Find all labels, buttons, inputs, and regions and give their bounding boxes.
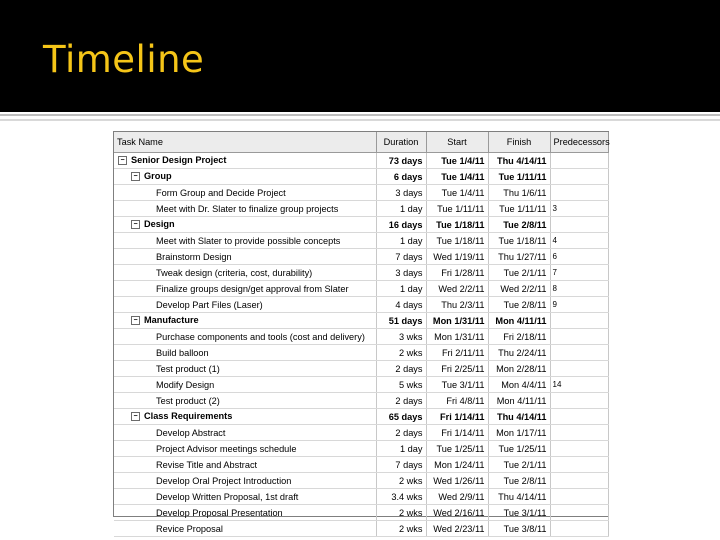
task-name-cell[interactable] <box>114 457 376 473</box>
task-predecessors[interactable] <box>550 473 608 489</box>
task-predecessors[interactable] <box>550 521 608 537</box>
column-header-finish[interactable]: Finish <box>488 132 550 153</box>
task-duration[interactable]: 51 days <box>376 313 426 329</box>
task-name: Form Group and Decide Project <box>156 187 286 198</box>
task-finish[interactable]: Mon 2/28/11 <box>488 361 550 377</box>
task-row[interactable] <box>114 489 608 505</box>
task-start[interactable]: Wed 1/19/11 <box>426 249 488 265</box>
slide-title: Timeline <box>43 38 205 81</box>
task-predecessors[interactable]: 3 <box>550 201 608 217</box>
task-duration[interactable]: 2 wks <box>376 345 426 361</box>
task-predecessors[interactable] <box>550 329 608 345</box>
task-row[interactable] <box>114 377 608 393</box>
summary-task-row[interactable] <box>114 153 608 169</box>
task-predecessors[interactable]: 9 <box>550 297 608 313</box>
task-duration[interactable]: 7 days <box>376 457 426 473</box>
task-name: Develop Oral Project Introduction <box>156 475 292 486</box>
task-duration[interactable]: 2 wks <box>376 505 426 521</box>
task-name-cell[interactable] <box>114 185 376 201</box>
task-predecessors[interactable] <box>550 441 608 457</box>
task-finish[interactable]: Tue 3/1/11 <box>488 505 550 521</box>
task-duration[interactable]: 1 day <box>376 281 426 297</box>
task-start[interactable]: Fri 2/25/11 <box>426 361 488 377</box>
task-name: Purchase components and tools (cost and delivery) <box>156 331 365 342</box>
task-name-cell[interactable] <box>114 281 376 297</box>
task-finish[interactable]: Thu 1/27/11 <box>488 249 550 265</box>
task-name-cell[interactable] <box>114 265 376 281</box>
collapse-toggle-icon[interactable]: − <box>131 412 140 421</box>
task-name-cell[interactable] <box>114 233 376 249</box>
summary-task-row[interactable] <box>114 169 608 185</box>
task-predecessors[interactable] <box>550 425 608 441</box>
task-name-cell[interactable] <box>114 169 376 185</box>
task-start[interactable]: Tue 1/25/11 <box>426 441 488 457</box>
task-list <box>114 153 608 537</box>
collapse-toggle-icon[interactable]: − <box>131 220 140 229</box>
task-start[interactable]: Wed 2/23/11 <box>426 521 488 537</box>
task-name: Manufacture <box>144 315 199 326</box>
task-name: Meet with Dr. Slater to finalize group projects <box>156 203 339 214</box>
column-header-duration[interactable]: Duration <box>376 132 426 153</box>
task-start[interactable]: Wed 2/2/11 <box>426 281 488 297</box>
task-predecessors[interactable] <box>550 393 608 409</box>
task-name: Project Advisor meetings schedule <box>156 443 297 454</box>
column-header-start[interactable]: Start <box>426 132 488 153</box>
task-start[interactable]: Tue 1/4/11 <box>426 169 488 185</box>
task-predecessors[interactable]: 6 <box>550 249 608 265</box>
task-row[interactable] <box>114 441 608 457</box>
task-name: Develop Written Proposal, 1st draft <box>156 491 299 502</box>
task-name-cell[interactable] <box>114 329 376 345</box>
task-predecessors[interactable] <box>550 153 608 169</box>
task-row[interactable] <box>114 281 608 297</box>
task-row[interactable] <box>114 265 608 281</box>
task-name: Revice Proposal <box>156 523 223 534</box>
task-start[interactable]: Fri 1/28/11 <box>426 265 488 281</box>
task-name: Meet with Slater to provide possible concepts <box>156 235 341 246</box>
task-finish[interactable]: Tue 3/8/11 <box>488 521 550 537</box>
task-row[interactable] <box>114 185 608 201</box>
task-duration[interactable]: 3 days <box>376 185 426 201</box>
task-predecessors[interactable] <box>550 505 608 521</box>
task-duration[interactable]: 3 days <box>376 265 426 281</box>
task-predecessors[interactable] <box>550 361 608 377</box>
task-start[interactable]: Mon 1/31/11 <box>426 329 488 345</box>
task-finish[interactable]: Tue 1/25/11 <box>488 441 550 457</box>
task-start[interactable]: Tue 3/1/11 <box>426 377 488 393</box>
task-duration[interactable]: 3 wks <box>376 329 426 345</box>
task-predecessors[interactable] <box>550 345 608 361</box>
collapse-toggle-icon[interactable]: − <box>131 172 140 181</box>
collapse-toggle-icon[interactable]: − <box>131 316 140 325</box>
task-name: Develop Part Files (Laser) <box>156 299 263 310</box>
task-start[interactable]: Wed 1/26/11 <box>426 473 488 489</box>
task-name-cell[interactable] <box>114 249 376 265</box>
task-duration[interactable]: 1 day <box>376 441 426 457</box>
task-name-cell[interactable] <box>114 217 376 233</box>
task-duration[interactable]: 16 days <box>376 217 426 233</box>
task-name: Build balloon <box>156 347 209 358</box>
task-row[interactable] <box>114 345 608 361</box>
task-name-cell[interactable] <box>114 473 376 489</box>
task-start[interactable]: Fri 2/11/11 <box>426 345 488 361</box>
task-name: Group <box>144 171 172 182</box>
task-start[interactable]: Wed 2/16/11 <box>426 505 488 521</box>
task-predecessors[interactable] <box>550 409 608 425</box>
task-duration[interactable]: 2 wks <box>376 473 426 489</box>
gantt-task-table <box>113 131 610 534</box>
task-duration[interactable]: 5 wks <box>376 377 426 393</box>
task-start[interactable]: Mon 1/31/11 <box>426 313 488 329</box>
task-duration[interactable]: 3.4 wks <box>376 489 426 505</box>
task-name: Tweak design (criteria, cost, durability) <box>156 267 313 278</box>
slide-header <box>0 0 720 112</box>
task-name-cell[interactable] <box>114 361 376 377</box>
task-predecessors[interactable] <box>550 313 608 329</box>
task-row[interactable] <box>114 473 608 489</box>
task-start[interactable]: Tue 1/18/11 <box>426 233 488 249</box>
task-duration[interactable]: 73 days <box>376 153 426 169</box>
task-name: Develop Abstract <box>156 427 226 438</box>
summary-task-row[interactable] <box>114 217 608 233</box>
task-name-cell[interactable] <box>114 201 376 217</box>
task-name: Brainstorm Design <box>156 251 232 262</box>
task-row[interactable] <box>114 201 608 217</box>
task-start[interactable]: Fri 1/14/11 <box>426 425 488 441</box>
task-predecessors[interactable] <box>550 489 608 505</box>
task-duration[interactable]: 1 day <box>376 233 426 249</box>
task-predecessors[interactable]: 8 <box>550 281 608 297</box>
header-divider-secondary <box>0 119 720 121</box>
task-name-cell[interactable] <box>114 489 376 505</box>
task-start[interactable]: Tue 1/11/11 <box>426 201 488 217</box>
task-finish[interactable]: Thu 4/14/11 <box>488 489 550 505</box>
task-name-cell[interactable] <box>114 153 376 169</box>
task-finish[interactable]: Tue 2/1/11 <box>488 457 550 473</box>
task-row[interactable] <box>114 361 608 377</box>
task-duration[interactable]: 4 days <box>376 297 426 313</box>
task-start[interactable]: Tue 1/4/11 <box>426 153 488 169</box>
task-start[interactable]: Mon 1/24/11 <box>426 457 488 473</box>
task-predecessors[interactable]: 7 <box>550 265 608 281</box>
task-row[interactable] <box>114 425 608 441</box>
task-predecessors[interactable] <box>550 169 608 185</box>
task-start[interactable]: Thu 2/3/11 <box>426 297 488 313</box>
task-name-cell[interactable] <box>114 377 376 393</box>
task-finish[interactable]: Mon 4/4/11 <box>488 377 550 393</box>
task-duration[interactable]: 65 days <box>376 409 426 425</box>
task-finish[interactable]: Thu 4/14/11 <box>488 153 550 169</box>
task-row[interactable] <box>114 505 608 521</box>
summary-task-row[interactable] <box>114 313 608 329</box>
task-finish[interactable]: Tue 2/8/11 <box>488 297 550 313</box>
task-name: Senior Design Project <box>131 155 227 166</box>
task-name: Develop Proposal Presentation <box>156 507 283 518</box>
task-row[interactable] <box>114 249 608 265</box>
task-duration[interactable]: 2 days <box>376 425 426 441</box>
task-finish[interactable]: Tue 1/11/11 <box>488 169 550 185</box>
task-name-cell[interactable] <box>114 505 376 521</box>
task-finish[interactable]: Thu 1/6/11 <box>488 185 550 201</box>
task-name: Class Requirements <box>144 411 233 422</box>
task-finish[interactable]: Wed 2/2/11 <box>488 281 550 297</box>
task-finish[interactable]: Thu 4/14/11 <box>488 409 550 425</box>
task-finish[interactable]: Tue 1/11/11 <box>488 201 550 217</box>
task-name-cell[interactable] <box>114 393 376 409</box>
collapse-toggle-icon[interactable]: − <box>118 156 127 165</box>
task-start[interactable]: Fri 4/8/11 <box>426 393 488 409</box>
task-name-cell[interactable] <box>114 441 376 457</box>
task-row[interactable] <box>114 329 608 345</box>
task-start[interactable]: Tue 1/18/11 <box>426 217 488 233</box>
column-header-predecessors[interactable]: Predecessors <box>550 132 608 153</box>
task-name: Revise Title and Abstract <box>156 459 258 470</box>
table-header-row <box>114 132 608 153</box>
task-duration[interactable]: 2 wks <box>376 521 426 537</box>
task-name: Design <box>144 219 175 230</box>
task-duration[interactable]: 1 day <box>376 201 426 217</box>
task-predecessors[interactable] <box>550 185 608 201</box>
task-finish[interactable]: Tue 2/8/11 <box>488 217 550 233</box>
task-predecessors[interactable] <box>550 217 608 233</box>
task-finish[interactable]: Mon 1/17/11 <box>488 425 550 441</box>
task-name-cell[interactable] <box>114 409 376 425</box>
task-name: Modify Design <box>156 379 215 390</box>
task-start[interactable]: Tue 1/4/11 <box>426 185 488 201</box>
task-name-cell[interactable] <box>114 345 376 361</box>
task-finish[interactable]: Tue 1/18/11 <box>488 233 550 249</box>
task-finish[interactable]: Fri 2/18/11 <box>488 329 550 345</box>
task-finish[interactable]: Tue 2/8/11 <box>488 473 550 489</box>
task-name-cell[interactable] <box>114 297 376 313</box>
task-duration[interactable]: 2 days <box>376 361 426 377</box>
task-finish[interactable]: Mon 4/11/11 <box>488 313 550 329</box>
task-duration[interactable]: 7 days <box>376 249 426 265</box>
header-divider <box>0 114 720 116</box>
task-finish[interactable]: Tue 2/1/11 <box>488 265 550 281</box>
task-row[interactable] <box>114 521 608 537</box>
task-predecessors[interactable]: 4 <box>550 233 608 249</box>
task-start[interactable]: Fri 1/14/11 <box>426 409 488 425</box>
task-finish[interactable]: Thu 2/24/11 <box>488 345 550 361</box>
summary-task-row[interactable] <box>114 409 608 425</box>
task-row[interactable] <box>114 233 608 249</box>
task-duration[interactable]: 6 days <box>376 169 426 185</box>
task-name: Test product (2) <box>156 395 220 406</box>
task-finish[interactable]: Mon 4/11/11 <box>488 393 550 409</box>
column-header-task-name[interactable]: Task Name <box>114 132 376 153</box>
task-start[interactable]: Wed 2/9/11 <box>426 489 488 505</box>
task-name: Finalize groups design/get approval from Slater <box>156 283 349 294</box>
task-duration[interactable]: 2 days <box>376 393 426 409</box>
task-predecessors[interactable] <box>550 457 608 473</box>
task-row[interactable] <box>114 393 608 409</box>
task-predecessors[interactable]: 14 <box>550 377 608 393</box>
task-name-cell[interactable] <box>114 313 376 329</box>
task-name-cell[interactable] <box>114 521 376 537</box>
task-row[interactable] <box>114 297 608 313</box>
task-name: Test product (1) <box>156 363 220 374</box>
task-row[interactable] <box>114 457 608 473</box>
task-name-cell[interactable] <box>114 425 376 441</box>
